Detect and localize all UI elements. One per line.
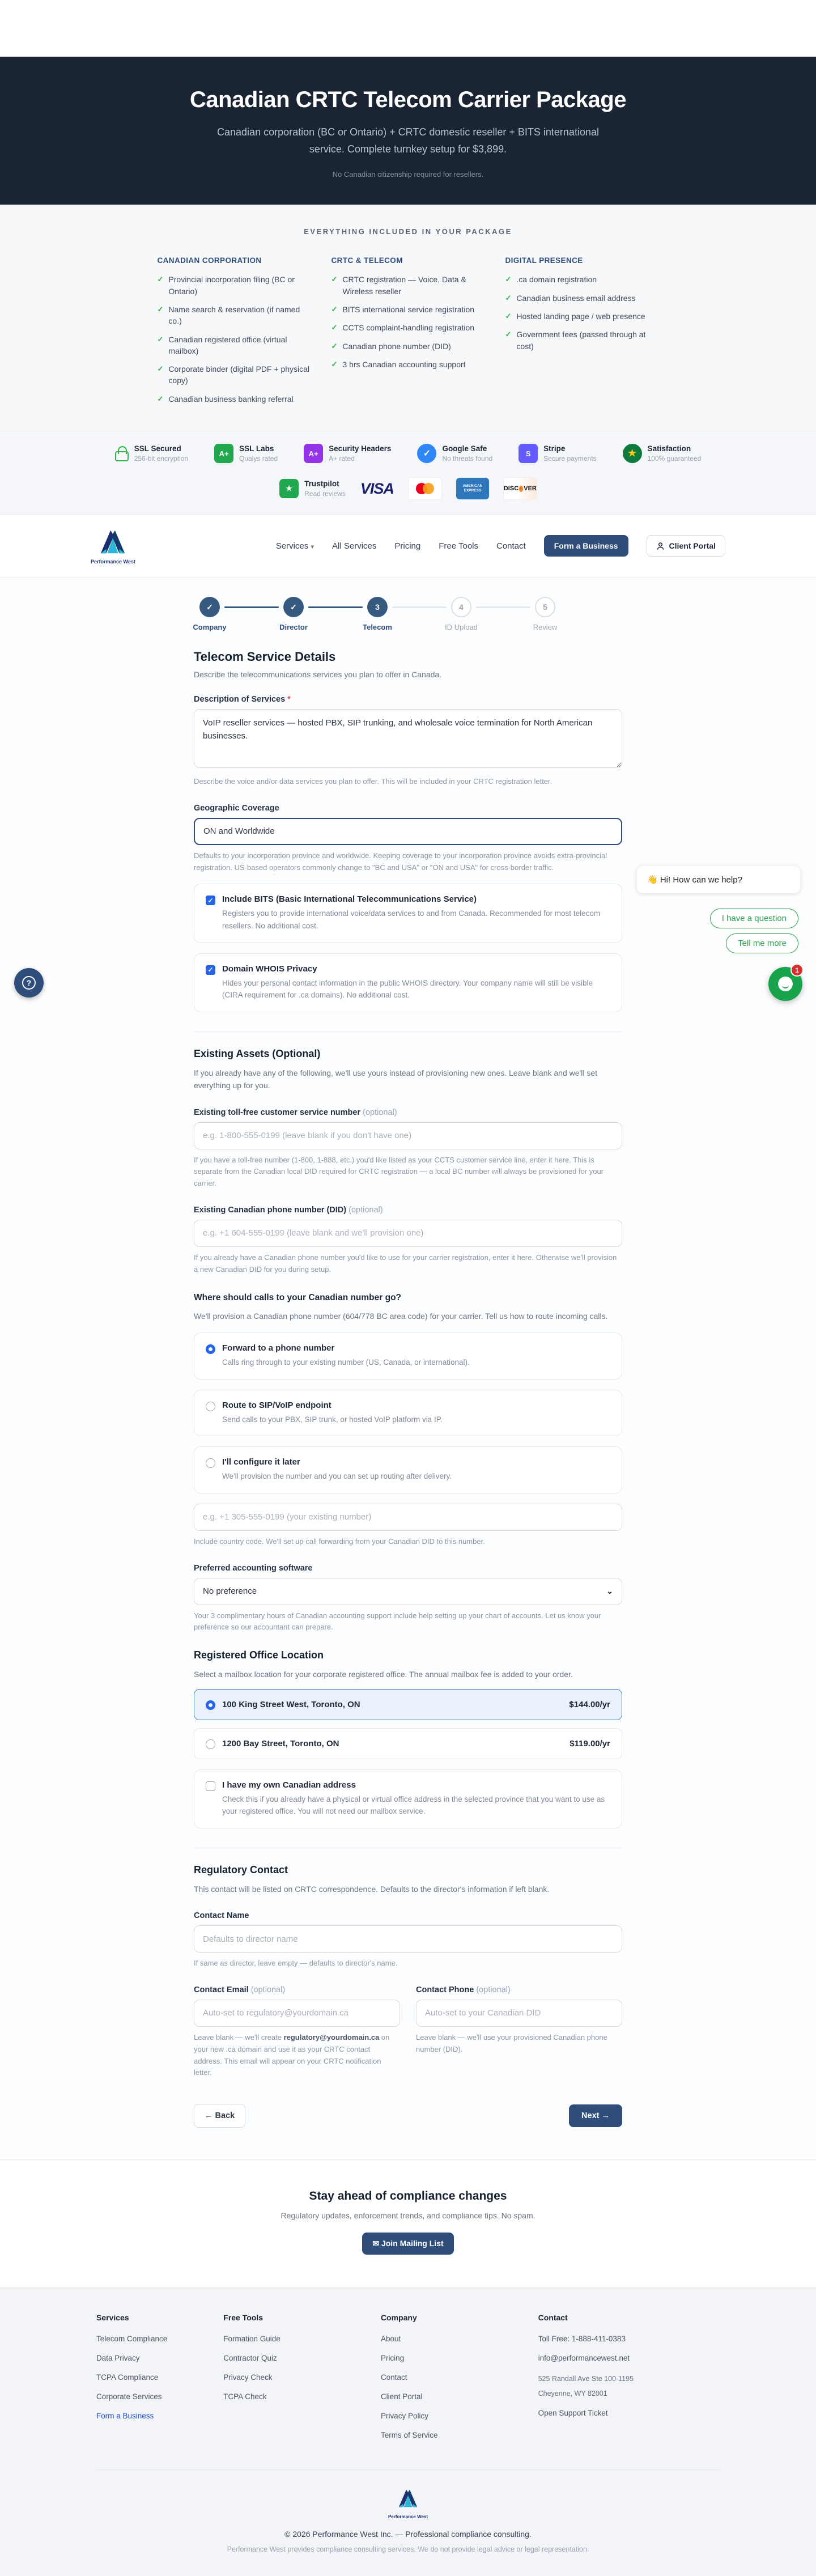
stripe-icon: S (518, 444, 538, 463)
chat-unread-badge: 1 (790, 964, 804, 977)
list-item: ✓ Provincial incorporation filing (BC or Ontario) (158, 274, 311, 297)
footer-address-line1: 525 Randall Ave Ste 100-1195 (538, 2375, 634, 2383)
badge-ssl-secured: SSL Secured 256-bit encryption (115, 444, 188, 462)
check-icon: ✓ (331, 304, 338, 313)
list-item: ✓ Hosted landing page / web presence (505, 311, 659, 322)
forward-helper: Include country code. We'll set up call forwarding from your Canadian DID to this number. (194, 1537, 485, 1546)
chat-bubble-icon (778, 977, 793, 991)
badge-security-headers: A+ Security Headers A+ rated (304, 444, 391, 463)
nav-link-contact[interactable]: Contact (496, 541, 526, 551)
footer-link-pricing[interactable]: Pricing (380, 2354, 405, 2363)
footer-divider (96, 2469, 720, 2470)
wizard-step-company[interactable]: ✓ Company (168, 597, 252, 631)
step-wizard (168, 597, 589, 631)
regulatory-contact-intro: This contact will be listed on CRTC correspondence. Defaults to the director's information if left blank. (194, 1884, 550, 1894)
list-item: ✓ BITS international service registration (332, 304, 485, 315)
footer-support-ticket[interactable]: Open Support Ticket (538, 2409, 608, 2418)
routing-intro: We'll provision a Canadian phone number (604/778 BC area code) for your carrier. Tell us how to route incoming calls. (194, 1311, 608, 1321)
badge-google-safe: ✓ Google Safe No threats found (417, 444, 492, 463)
accounting-label: Preferred accounting software (194, 1563, 313, 1573)
office-option-bay-street[interactable]: 1200 Bay Street, Toronto, ON $119.00/yr (194, 1728, 622, 1759)
list-item: ✓ Canadian registered office (virtual mailbox) (158, 334, 311, 357)
wizard-step-review: 5 Review (503, 597, 587, 631)
footer-link-corporate-services[interactable]: Corporate Services (96, 2392, 162, 2401)
bits-checkbox-card[interactable]: ✓ Include BITS (Basic International Telecommunications Service) Registers you to provide international voice/data services to and from Canada. Recommended for most telecom resellers. No additional cost. (194, 884, 622, 943)
badge-satisfaction: ★ Satisfaction 100% guaranteed (623, 444, 702, 463)
whois-checkbox-card[interactable]: ✓ Domain WHOIS Privacy Hides your personal contact information in the public WHOIS directory. Your company name will still be visible (CIRA requirement for .ca domains). No additional cost. (194, 953, 622, 1012)
badge-stripe: S Stripe Secure payments (518, 444, 596, 463)
list-item: ✓ Corporate binder (digital PDF + physical copy) (158, 363, 311, 387)
list-item: ✓ 3 hrs Canadian accounting support (332, 359, 485, 370)
step-number: 4 (451, 597, 471, 617)
price-label: $144.00/yr (569, 1699, 610, 1709)
star-icon: ★ (623, 444, 642, 463)
check-icon: ✓ (331, 359, 338, 368)
footer-link-formation-guide[interactable]: Formation Guide (223, 2335, 280, 2344)
footer-link-privacy-check[interactable]: Privacy Check (223, 2373, 273, 2382)
list-item: ✓ CCTS complaint-handling registration (332, 322, 485, 333)
badge-trustpilot[interactable]: ★ Trustpilot Read reviews (279, 479, 346, 498)
step-number: 3 (367, 597, 388, 617)
footer-column-free-tools: Free Tools Formation Guide Contractor Quiz Privacy Check TCPA Check (223, 2313, 381, 2450)
mailing-title: Stay ahead of compliance changes (309, 2189, 507, 2203)
back-button[interactable]: ← Back (194, 2104, 245, 2128)
office-location-intro: Select a mailbox location for your corporate registered office. The annual mailbox fee is added to your order. (194, 1670, 573, 1679)
brand-logo[interactable] (91, 527, 135, 565)
nav-link-free-tools[interactable]: Free Tools (439, 541, 478, 551)
check-icon: ✓ (331, 275, 338, 284)
check-icon: ✓ (505, 330, 512, 339)
badge-ssl-labs: A+ SSL Labs Qualys rated (214, 444, 278, 463)
office-location-heading: Registered Office Location (194, 1649, 324, 1661)
footer-link-data-privacy[interactable]: Data Privacy (96, 2354, 140, 2363)
step-connector (476, 606, 530, 608)
nav-link-pricing[interactable]: Pricing (394, 541, 421, 551)
chat-quick-reply-more[interactable]: Tell me more (726, 933, 798, 953)
grade-icon: A+ (214, 444, 233, 463)
wizard-step-director[interactable]: ✓ Director (252, 597, 335, 631)
footer-column-company: Company About Pricing Contact Client Portal Privacy Policy Terms of Service (381, 2313, 538, 2450)
own-address-checkbox-card[interactable]: I have my own Canadian address Check this if you already have a physical or virtual office address in the selected province that you want to use as your registered office. You will not need our mailbox service. (194, 1769, 622, 1828)
trustpilot-star-icon: ★ (279, 479, 299, 498)
footer-link-contact[interactable]: Contact (380, 2373, 407, 2382)
checkbox-checked-icon[interactable]: ✓ (206, 965, 215, 975)
did-label: Existing Canadian phone number (DID) (optional) (194, 1205, 383, 1215)
discover-dot (519, 486, 523, 492)
question-icon: ? (22, 976, 36, 990)
footer-link-client-portal[interactable]: Client Portal (380, 2392, 423, 2401)
tollfree-helper: If you have a toll-free number (1-800, 1-888, etc.) you'd like listed as your CCTS customer service line, enter it here. This is separate from the Canadian local DID required for CRTC registration — a local BC number will always be provisioned for your carrier. (194, 1155, 604, 1188)
client-portal-button[interactable]: Client Portal (647, 535, 725, 557)
contact-phone-label: Contact Phone (optional) (416, 1985, 511, 1994)
coverage-label: Geographic Coverage (194, 803, 279, 813)
main-content (0, 578, 816, 2159)
page-title: Telecom Service Details (194, 650, 336, 664)
footer-tollfree[interactable]: Toll Free: 1-888-411-0383 (538, 2335, 626, 2344)
footer-link-tcpa-check[interactable]: TCPA Check (223, 2392, 267, 2401)
existing-assets-heading: Existing Assets (Optional) (194, 1047, 321, 1059)
help-button[interactable] (14, 968, 44, 998)
did-helper: If you already have a Canadian phone number you'd like to use for your carrier registration, enter it here. Otherwise we'll provision a new Canadian DID for you during setup. (194, 1253, 617, 1274)
footer-link-terms[interactable]: Terms of Service (380, 2431, 438, 2440)
contact-phone-input[interactable] (416, 2000, 622, 2027)
contact-email-input[interactable] (194, 2000, 400, 2027)
accounting-helper: Your 3 complimentary hours of Canadian accounting support include help setting up your chart of accounts. Let us know your preference so our accountant can prepare. (194, 1611, 601, 1632)
mailing-list-section (0, 2159, 816, 2288)
routing-question: Where should calls to your Canadian number go? (194, 1292, 402, 1302)
routing-option-later[interactable]: I'll configure it later We'll provision the number and you can set up routing after delivery. (194, 1446, 622, 1493)
wizard-step-telecom[interactable]: 3 Telecom (335, 597, 419, 631)
user-icon (656, 542, 665, 550)
hero-subtitle: Canadian corporation (BC or Ontario) + CRTC domestic reseller + BITS international service. Complete turnkey setup for $3,899. (217, 126, 599, 155)
discover-logo: DISC VER (504, 478, 537, 499)
list-item: ✓ Canadian business banking referral (158, 393, 311, 405)
disclaimer: Performance West provides compliance consulting services. We do not provide legal advice or legal representation. (227, 2545, 589, 2554)
tollfree-number-input[interactable] (194, 1122, 622, 1149)
package-section (0, 205, 816, 431)
office-option-king-street[interactable]: 100 King Street West, Toronto, ON $144.00/yr (194, 1689, 622, 1720)
step-number: 5 (535, 597, 555, 617)
footer-brand-caption: Performance West (388, 2514, 428, 2520)
arrow-right-icon: → (601, 2111, 610, 2121)
check-icon: ✓ (505, 293, 512, 302)
hero-note: No Canadian citizenship required for resellers. (332, 170, 484, 179)
top-strip (0, 0, 816, 57)
nav-link-all-services[interactable]: All Services (332, 541, 377, 551)
package-column-telecom: CRTC & TELECOM ✓ CRTC registration — Voice, Data & Wireless reseller ✓ BITS international service registration ✓ CCTS complaint-handling registration ✓ Canadian phone number (DID) ✓ 3 hrs Canadian accounting support (332, 256, 485, 411)
step-check-icon: ✓ (199, 597, 220, 617)
checkbox-unchecked-icon[interactable] (206, 1781, 215, 1791)
radio-selected-icon[interactable] (206, 1700, 215, 1710)
step-connector (308, 606, 363, 608)
grade-icon: A+ (304, 444, 323, 463)
contact-phone-helper: Leave blank — we'll use your provisioned Canadian phone number (DID). (416, 2032, 607, 2053)
list-item: ✓ Name search & reservation (if named co.) (158, 304, 311, 327)
check-icon: ✓ (505, 311, 512, 320)
chat-greeting-bubble: 👋 Hi! How can we help? (637, 866, 800, 893)
footer-address-line2: Cheyenne, WY 82001 (538, 2390, 607, 2398)
list-item: ✓ Canadian business email address (505, 292, 659, 304)
package-heading: EVERYTHING INCLUDED IN YOUR PACKAGE (304, 227, 512, 236)
performance-west-logo-icon (96, 527, 129, 557)
chevron-down-icon: ▾ (311, 543, 314, 550)
check-icon: ✓ (157, 304, 164, 313)
contact-email-helper: Leave blank — we'll create regulatory@yourdomain.ca on your new .ca domain and use it as your CRTC contact address. This email will appear on your CRTC notification letter. (194, 2032, 390, 2077)
mastercard-logo (409, 478, 441, 499)
list-item: ✓ Canadian phone number (DID) (332, 341, 485, 352)
contact-name-input[interactable] (194, 1925, 622, 1953)
tollfree-label: Existing toll-free customer service number (optional) (194, 1107, 397, 1117)
existing-assets-intro: If you already have any of the following, we'll use yours instead of provisioning new ones. Leave blank and we'll set everything up for you. (194, 1068, 597, 1090)
step-check-icon: ✓ (283, 597, 304, 617)
footer-link-about[interactable]: About (380, 2335, 401, 2344)
visa-logo: VISA (360, 479, 394, 497)
canadian-did-input[interactable] (194, 1220, 622, 1247)
geographic-coverage-input[interactable] (194, 818, 622, 845)
amex-logo: AMERICAN EXPRESS (456, 478, 489, 499)
check-icon: ✓ (331, 323, 338, 332)
arrow-left-icon: ← (205, 2111, 213, 2121)
footer-link-contractor-quiz[interactable]: Contractor Quiz (223, 2354, 277, 2363)
mailing-subtitle: Regulatory updates, enforcement trends, and compliance tips. No spam. (280, 2211, 536, 2221)
package-column-corporation: CANADIAN CORPORATION ✓ Provincial incorporation filing (BC or Ontario) ✓ Name search & reservation (if named co.) ✓ Canadian registered office (virtual mailbox) ✓ Corporate binder (digital PDF + physical copy) ✓ Canadian business banking referral (158, 256, 311, 411)
forward-number-input[interactable] (194, 1504, 622, 1531)
check-icon: ✓ (157, 394, 164, 403)
regulatory-contact-heading: Regulatory Contact (194, 1864, 288, 1875)
trust-badges-section (0, 431, 816, 515)
form-a-business-button[interactable]: Form a Business (544, 535, 628, 557)
chat-quick-reply-question[interactable]: I have a question (710, 909, 798, 928)
step-connector (392, 606, 447, 608)
checkbox-checked-icon[interactable]: ✓ (206, 896, 215, 905)
footer-column-contact: Contact Toll Free: 1-888-411-0383 info@performancewest.net 525 Randall Ave Ste 100-1195 Cheyenne, WY 82001 Open Support Ticket (538, 2313, 720, 2450)
radio-selected-icon[interactable] (206, 1344, 215, 1354)
nav-link-services[interactable]: Services ▾ (275, 541, 314, 551)
hero (0, 57, 816, 205)
list-item: ✓ CRTC registration — Voice, Data & Wireless reseller (332, 274, 485, 297)
footer-link-privacy-policy[interactable]: Privacy Policy (380, 2412, 428, 2421)
step-connector (224, 606, 279, 608)
copyright: © 2026 Performance West Inc. — Professional compliance consulting. (284, 2530, 532, 2539)
check-icon: ✓ (417, 444, 436, 463)
footer-column-services: Services Telecom Compliance Data Privacy TCPA Compliance Corporate Services Form a Business (96, 2313, 223, 2450)
radio-icon[interactable] (206, 1458, 215, 1468)
contact-email-label: Contact Email (optional) (194, 1985, 286, 1994)
description-label: Description of Services * (194, 695, 291, 705)
accounting-software-select[interactable]: No preference ⌄ (194, 1578, 622, 1605)
next-button[interactable]: Next → (569, 2104, 622, 2127)
check-icon: ✓ (157, 334, 164, 343)
mail-icon: ✉ (372, 2239, 380, 2248)
brand-caption: Performance West (91, 559, 135, 565)
navbar (0, 515, 816, 578)
footer-email[interactable]: info@performancewest.net (538, 2354, 630, 2363)
package-column-digital: DIGITAL PRESENCE ✓ .ca domain registration ✓ Canadian business email address ✓ Hosted landing page / web presence ✓ Government fees (passed through at cost) (505, 256, 659, 411)
radio-icon[interactable] (206, 1739, 215, 1749)
required-asterisk: * (287, 695, 291, 705)
list-item: ✓ .ca domain registration (505, 274, 659, 285)
check-icon: ✓ (331, 341, 338, 350)
coverage-helper: Defaults to your incorporation province and worldwide. Keeping coverage to your incorporation province avoids extra-provincial registration. US-based operators commonly change to "BC and USA" or "ON and USA" for cross-border traffic. (194, 851, 607, 872)
footer-link-form-a-business[interactable]: Form a Business (96, 2412, 154, 2421)
routing-option-sip[interactable]: Route to SIP/VoIP endpoint Send calls to your PBX, SIP trunk, or hosted VoIP platform via IP. (194, 1390, 622, 1437)
footer (0, 2288, 816, 2576)
check-icon: ✓ (157, 364, 164, 374)
radio-icon[interactable] (206, 1402, 215, 1411)
check-icon: ✓ (157, 275, 164, 284)
description-helper: Describe the voice and/or data services you plan to offer. This will be included in your CRTC registration letter. (194, 777, 552, 786)
select-chevron-icon: ⌄ (606, 1586, 613, 1596)
hero-title: Canadian CRTC Telecom Carrier Package (190, 87, 626, 112)
wizard-step-id-upload: 4 ID Upload (419, 597, 503, 631)
price-label: $119.00/yr (570, 1738, 610, 1749)
footer-link-telecom-compliance[interactable]: Telecom Compliance (96, 2335, 168, 2344)
contact-name-helper: If same as director, leave empty — defaults to director's name. (194, 1959, 398, 1968)
list-item: ✓ Government fees (passed through at cost) (505, 329, 659, 352)
check-icon: ✓ (505, 275, 512, 284)
performance-west-logo-icon (396, 2487, 420, 2510)
footer-link-tcpa-compliance[interactable]: TCPA Compliance (96, 2373, 159, 2382)
routing-option-forward[interactable]: Forward to a phone number Calls ring through to your existing number (US, Canada, or international). (194, 1332, 622, 1380)
contact-name-label: Contact Name (194, 1911, 249, 1921)
lock-icon (115, 451, 129, 461)
description-of-services-textarea[interactable] (194, 709, 622, 768)
page-subtitle: Describe the telecommunications services you plan to offer in Canada. (194, 670, 442, 680)
join-mailing-list-button[interactable]: ✉ Join Mailing List (362, 2233, 453, 2255)
